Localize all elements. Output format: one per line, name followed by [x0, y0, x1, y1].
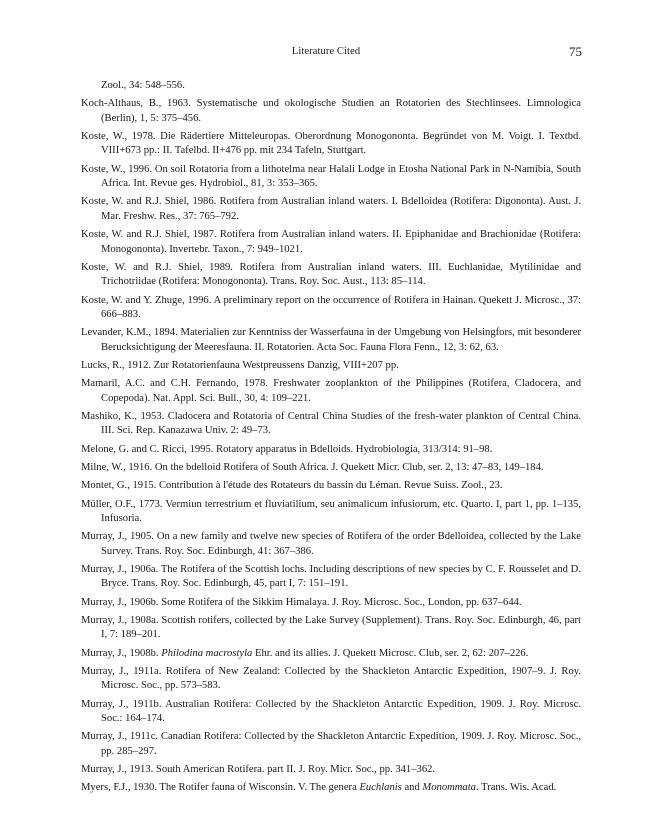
reference-entry: Koste, W. and R.J. Shiel, 1986. Rotifera from Australian inland waters. I. Bdelloidea (Rotifera: Digononta). Aust. J. Mar. Freshw. Res., 37: 765–792. — [81, 196, 581, 222]
reference-text-segment: and — [401, 782, 423, 794]
reference-entry: Murray, J., 1905. On a new family and twelve new species of Rotifera of the order Bdelloidea, collected by the Lake Survey. Trans. Roy. Soc. Edinburgh, 41: 367–386. — [81, 531, 581, 557]
reference-entry: Koch-Althaus, B., 1963. Systematische und okologische Studien an Rotatorien des Stechlinsees. Limnologica (Berlin), 1, 5: 375–456. — [81, 98, 581, 124]
reference-italic-term: Euchlanis — [359, 782, 402, 794]
reference-entry: Murray, J., 1911a. Rotifera of New Zealand: Collected by the Shackleton Antarctic Expedition, 1907–9. J. Roy. Microsc. Soc., pp. 573–583. — [81, 665, 581, 692]
reference-text-segment: Ehr. and its allies. J. Quekett Microsc. Club, ser. 2, 62: 207–226. — [252, 647, 529, 659]
references-list — [81, 79, 581, 800]
reference-entry: Koste, W., 1978. Die Rädertiere Mitteleuropas. Oberordnung Monogononta. Begründet von M. Voigt. I. Textbd. VIII+673 pp.: II. Tafelbd. II+476 pp. mit 234 Tafeln, Stuttgart. — [81, 131, 581, 157]
running-title: Literature Cited — [291, 46, 361, 57]
reference-entry: Zool., 34: 548–556. — [101, 80, 185, 91]
reference-entry — [81, 781, 581, 795]
reference-entry: Koste, W. and Y. Zhuge, 1996. A preliminary report on the occurrence of Rotifera in Hainan. Quekett J. Microsc., 37: 666–883. — [81, 294, 581, 320]
reference-entry: Murray, J., 1911b. Australian Rotifera: Collected by the Shackleton Antarctic Expedition, 1909. J. Roy. Microsc. Soc.: 164–174. — [81, 698, 581, 725]
reference-entry: Murray, J., 1913. South American Rotifera. part II. J. Roy. Micr. Soc., pp. 341–362. — [81, 764, 436, 776]
reference-entry: Müller, O.F., 1773. Vermiun terrestrium et fluviatilium, seu animalicum infusiorum, etc. Quarto. I, part 1, pp. 1–135, Infusoria. — [81, 498, 581, 524]
reference-entry: Murray, J., 1911c. Canadian Rotifera: Collected by the Shackleton Antarctic Expedition, 1909. J. Roy. Microsc. Soc., pp. 285–297. — [81, 731, 581, 757]
reference-entry: Milne, W., 1916. On the bdelloid Rotifera of South Africa. J. Quekett Micr. Club, ser. 2, 13: 47–83, 149–184. — [81, 461, 544, 473]
reference-entry: Murray, J., 1906b. Some Rotifera of the Sikkim Himalaya. J. Roy. Microsc. Soc., London, pp. 637–644. — [81, 596, 522, 608]
reference-text-segment: . Trans. Wis. Acad. — [475, 782, 557, 794]
reference-entry: Murray, J., 1906a. The Rotifera of the Scottish lochs. Including descriptions of new species by C. F. Rousselet and D. Bryce. Trans. Roy. Soc. Edinburgh, 45, part I, 7: 151–191. — [81, 563, 581, 590]
reference-text-segment: Myers, F.J., 1930. The Rotifer fauna of Wisconsin. V. The genera — [81, 782, 360, 794]
reference-entry: Mamaril, A.C. and C.H. Fernando, 1978. Freshwater zooplankton of the Philippines (Rotifera, Cladocera, and Copepoda). Nat. Appl. Sci. Bull., 30, 4: 109–221. — [81, 378, 581, 404]
reference-entry: Mashiko, K., 1953. Cladocera and Rotatoria of Central China Studies of the fresh-water plankton of Central China. III. Sci. Rep. Kanazawa Univ. 2: 49–73. — [81, 410, 581, 437]
reference-entry: Levander, K.M., 1894. Materialien zur Kenntniss der Wasserfauna in der Umgebung von Helsingfors, mit besonderer Berucksichtigung der Meeresfauna. II. Rotatorien. Acta Soc. Fauna Flora Fenn., 12, 3: 62, 63. — [81, 327, 581, 353]
reference-entry: Melone, G. and C. Ricci, 1995. Rotatory apparatus in Bdelloids. Hydrobiologia, 313/314: 91–98. — [81, 443, 493, 455]
reference-entry: Montet, G., 1915. Contribution à l'étude des Rotateurs du bassin du Léman. Revue Suiss. Zool., 23. — [81, 480, 503, 492]
reference-text-segment: Murray, J., 1908b. — [81, 647, 162, 659]
page-number: 75 — [569, 44, 582, 59]
reference-entry: Koste, W. and R.J. Shiel, 1987. Rotifera from Australian inland waters. II. Epiphanidae and Brachionidae (Rotifera: Monogononta). Invertebr. Taxon., 7: 949–1021. — [81, 229, 581, 255]
reference-italic-term: Monommata — [422, 782, 476, 794]
reference-entry: Murray, J., 1908a. Scottish rotifers, collected by the Lake Survey (Supplement). Trans. Roy. Soc. Edinburgh, 46, part I, 7: 189–201. — [81, 614, 581, 641]
reference-entry: Lucks, R., 1912. Zur Rotatorienfauna Westpreussens Danzig, VIII+207 pp. — [81, 359, 399, 371]
reference-italic-term: Philodina macrostyla — [161, 647, 253, 659]
page-header — [0, 44, 652, 64]
reference-entry — [81, 647, 581, 661]
reference-entry: Koste, W., 1996. On soil Rotatoria from a lithotelma near Halali Lodge in Etosha National Park in N-Namibia, South Africa. Int. Revue ges. Hydrobiol., 81, 3: 353–365. — [81, 163, 581, 190]
reference-entry: Koste, W. and R.J. Shiel, 1989. Rotifera from Australian inland waters. III. Euchlanidae, Mytilinidae and Trichotriidae (Rotifera: Monogononta). Trans. Roy. Soc. Aust., 113: 85–114. — [81, 261, 581, 288]
